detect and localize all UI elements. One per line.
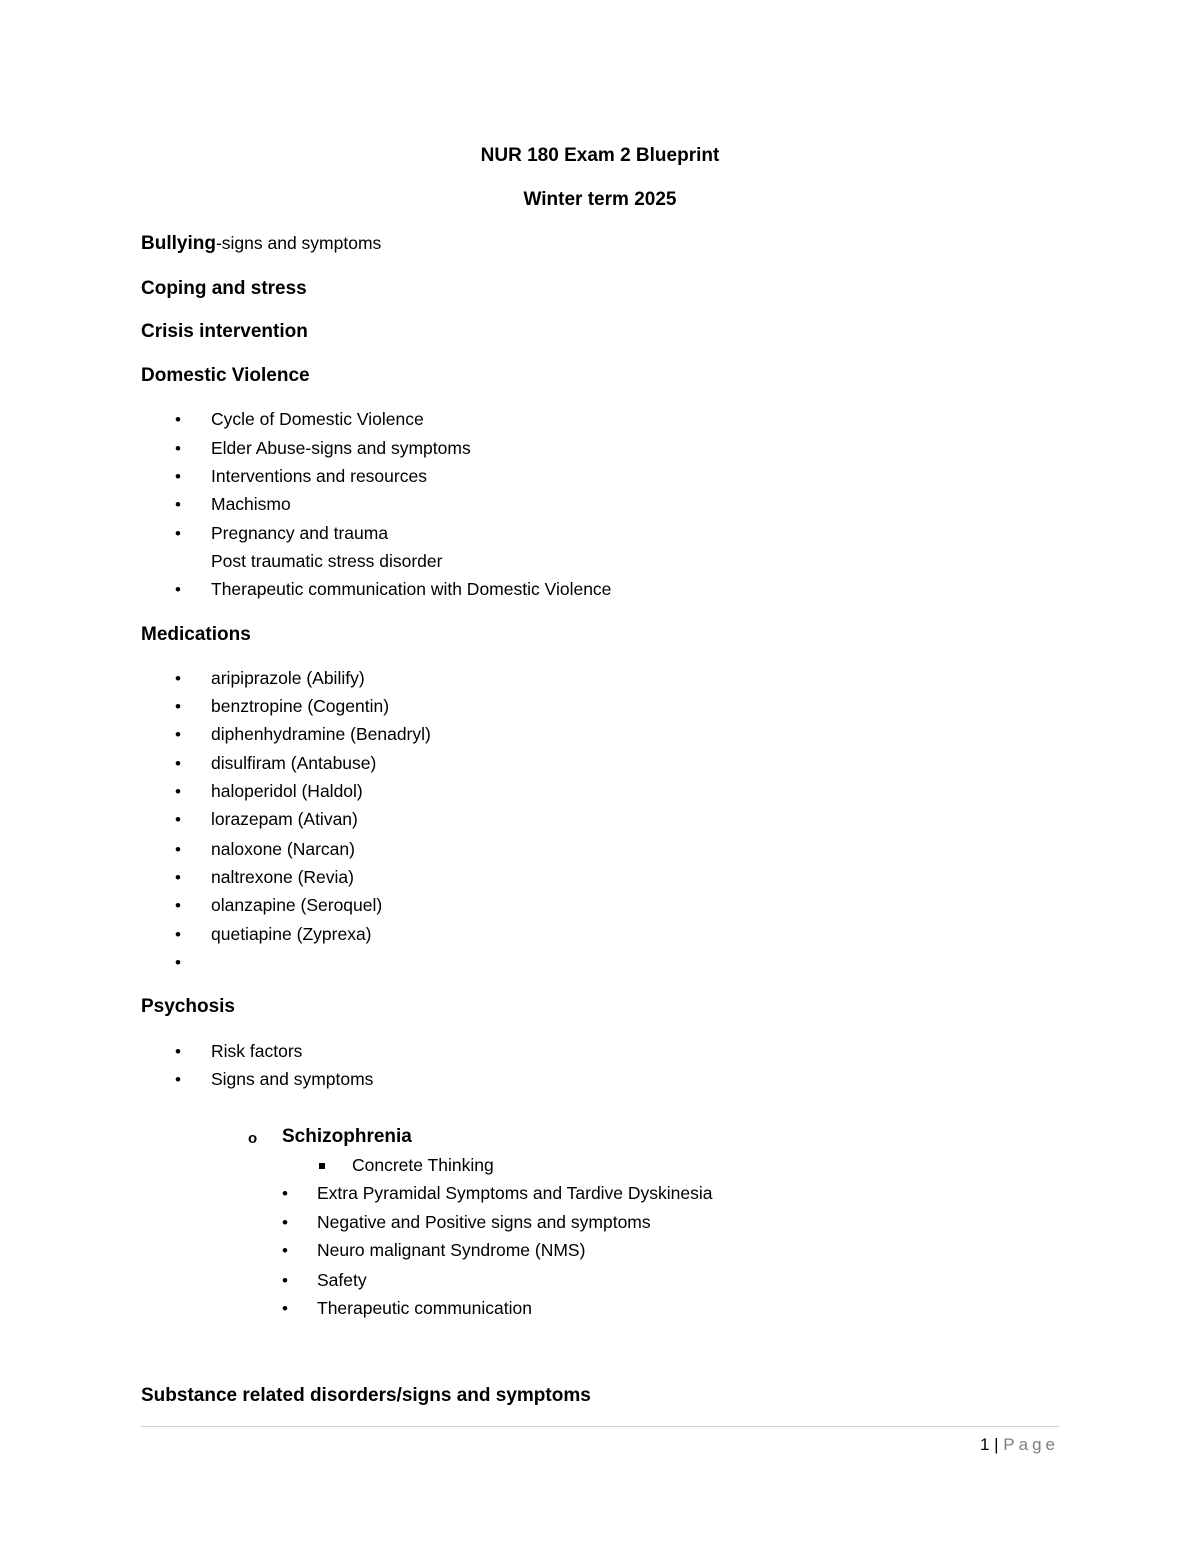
bullet: • (175, 524, 181, 543)
list-item: naloxone (Narcan) (211, 839, 355, 859)
bullet: • (175, 725, 181, 744)
section-crisis-heading: Crisis intervention (141, 321, 308, 342)
bullet: • (175, 782, 181, 801)
list-item: naltrexone (Revia) (211, 867, 354, 887)
list-item: quetiapine (Zyprexa) (211, 924, 372, 944)
bullet: • (175, 580, 181, 599)
list-item: Negative and Positive signs and symptoms (317, 1212, 651, 1232)
section-bullying (141, 234, 381, 253)
bullet: • (175, 953, 181, 972)
bullet: • (175, 925, 181, 944)
section-psychosis-heading: Psychosis (141, 996, 235, 1017)
section-substance-heading: Substance related disorders/signs and symptoms (141, 1385, 591, 1406)
list-item: Post traumatic stress disorder (211, 551, 443, 571)
bullet: • (175, 410, 181, 429)
list-item: Elder Abuse-signs and symptoms (211, 438, 471, 458)
section-domestic-heading: Domestic Violence (141, 365, 310, 386)
bullet: • (175, 868, 181, 887)
bullet: • (175, 810, 181, 829)
list-item: Extra Pyramidal Symptoms and Tardive Dyskinesia (317, 1183, 713, 1203)
list-item: Concrete Thinking (352, 1155, 494, 1175)
page-number: 1 (979, 1435, 990, 1454)
list-item: Neuro malignant Syndrome (NMS) (317, 1240, 586, 1260)
bullet: • (175, 754, 181, 773)
list-item: Signs and symptoms (211, 1069, 374, 1089)
list-item: Therapeutic communication with Domestic Violence (211, 579, 612, 599)
document-subtitle: Winter term 2025 (523, 189, 677, 210)
list-item: Therapeutic communication (317, 1298, 532, 1318)
list-item: Pregnancy and trauma (211, 523, 389, 543)
list-item: aripiprazole (Abilify) (211, 668, 365, 688)
list-item: diphenhydramine (Benadryl) (211, 724, 431, 744)
bullet: • (282, 1184, 288, 1203)
bullet: • (282, 1299, 288, 1318)
bullet: • (175, 495, 181, 514)
square-bullet (319, 1163, 325, 1169)
bullet: • (175, 697, 181, 716)
page-footer (980, 1436, 1059, 1453)
list-item: disulfiram (Antabuse) (211, 753, 377, 773)
bullet: • (175, 1042, 181, 1061)
bullet: • (175, 1070, 181, 1089)
bullet: • (175, 840, 181, 859)
bullet: • (282, 1213, 288, 1232)
section-medications-heading: Medications (141, 624, 251, 645)
page-separator: | (994, 1435, 999, 1454)
list-item: Cycle of Domestic Violence (211, 409, 424, 429)
bullet: • (175, 439, 181, 458)
section-bullying-heading: Bullying (141, 233, 216, 254)
list-item: olanzapine (Seroquel) (211, 895, 383, 915)
footer-divider (141, 1426, 1059, 1427)
bullet: • (175, 467, 181, 486)
list-item: Machismo (211, 494, 291, 514)
list-item: benztropine (Cogentin) (211, 696, 390, 716)
bullet: • (282, 1271, 288, 1290)
subsection-schizophrenia-heading: Schizophrenia (282, 1126, 412, 1147)
list-item: Risk factors (211, 1041, 303, 1061)
bullet: • (282, 1241, 288, 1260)
list-item: lorazepam (Ativan) (211, 809, 358, 829)
list-item: haloperidol (Haldol) (211, 781, 363, 801)
circle-bullet: o (248, 1130, 258, 1147)
section-coping-heading: Coping and stress (141, 278, 307, 299)
document-title: NUR 180 Exam 2 Blueprint (480, 145, 720, 166)
section-bullying-suffix: -signs and symptoms (215, 233, 382, 253)
list-item: Safety (317, 1270, 367, 1290)
list-item: Interventions and resources (211, 466, 427, 486)
bullet: • (175, 669, 181, 688)
bullet: • (175, 896, 181, 915)
page-label: Page (1003, 1435, 1059, 1454)
